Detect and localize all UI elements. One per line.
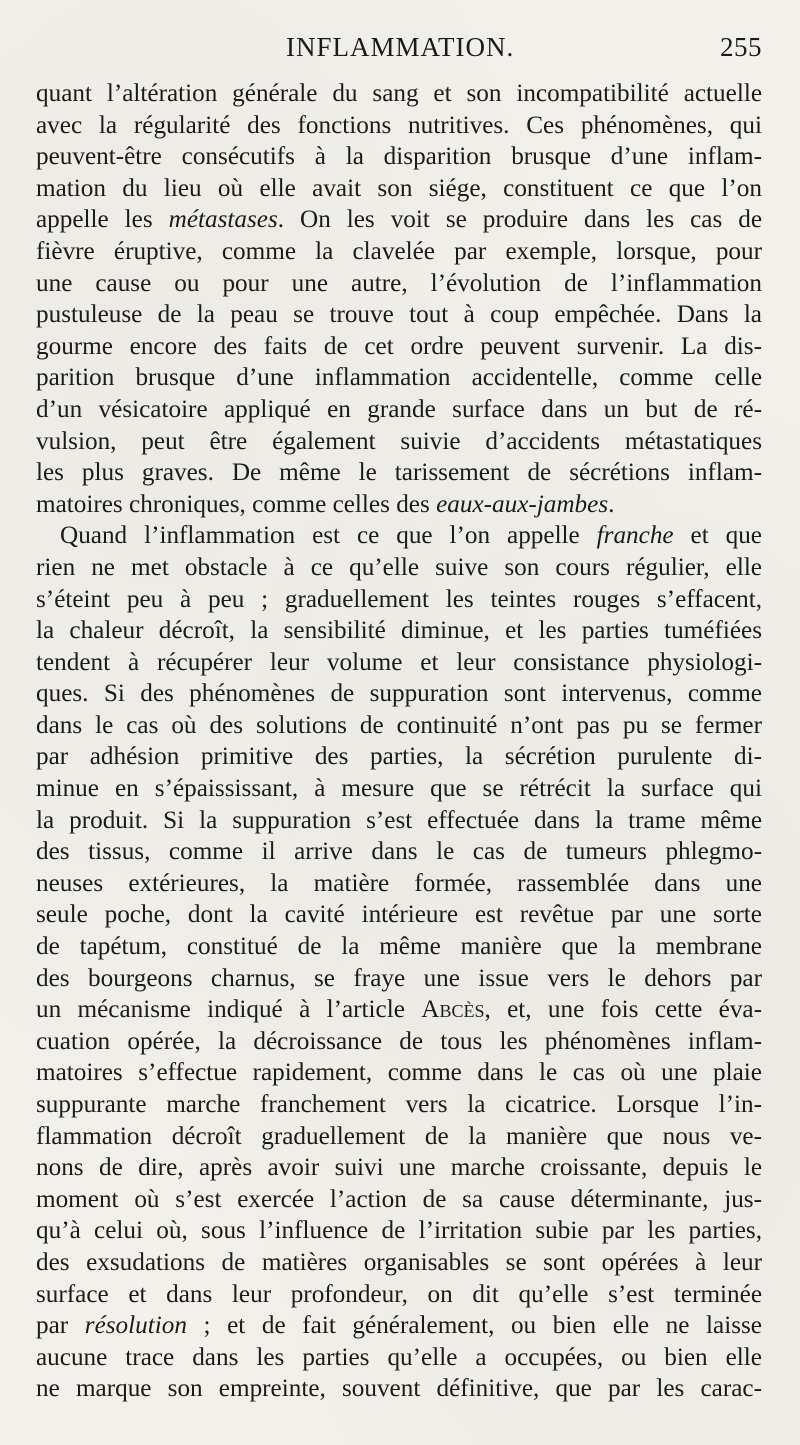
text-segment: par adhésion primitive des parties, la sécrétion purulente di-: [36, 743, 762, 771]
text-segment: ne marque son empreinte, souvent définitive, que par les carac-: [36, 1375, 762, 1403]
text-line: [36, 552, 762, 584]
text-segment: mation du lieu où elle avait son siége, constituent ce que l’on: [36, 174, 762, 202]
text-segment: neuses extérieures, la matière formée, rassemblée dans une: [36, 869, 762, 897]
text-segment: la produit. Si la suppuration s’est effectuée dans la trame même: [36, 806, 762, 834]
text-line: [36, 110, 762, 142]
text-segment: matoires chroniques, comme celles des: [36, 490, 437, 518]
text-line: [36, 141, 762, 173]
text-segment: Quand l’inflammation est ce que l’on appelle: [60, 522, 597, 550]
page-number: 255: [720, 32, 762, 62]
text-line: [36, 710, 762, 742]
text-line: [36, 236, 762, 268]
text-segment: quant l’altération générale du sang et son incompatibilité actuelle: [36, 80, 762, 107]
text-segment: des tissus, comme il arrive dans le cas de tumeurs phlegmo-: [36, 838, 762, 866]
italic-term: résolution: [84, 1312, 187, 1340]
text-line: [36, 520, 762, 552]
text-segment: dans le cas où des solutions de continuité n’ont pas pu se fermer: [36, 711, 762, 739]
text-line: [36, 1184, 762, 1216]
text-line: [36, 1089, 762, 1121]
text-segment: par: [36, 1312, 85, 1340]
text-segment: une cause ou pour une autre, l’évolution de l’inflammation: [36, 269, 762, 297]
text-segment: et que: [673, 522, 762, 550]
text-segment: suppurante marche franchement vers la cicatrice. Lorsque l’in-: [36, 1091, 762, 1118]
text-segment: peuvent-être consécutifs à la disparition brusque d’une inflam-: [36, 143, 762, 171]
text-line: [36, 1247, 762, 1279]
text-segment: de tapétum, constitué de la même manière que la membrane: [36, 933, 762, 961]
text-segment: ques. Si des phénomènes de suppuration sont intervenus, comme: [36, 680, 762, 708]
text-line: [36, 489, 762, 521]
text-segment: parition brusque d’une inflammation accidentelle, comme celle: [36, 364, 762, 392]
running-title: INFLAMMATION.: [286, 32, 515, 62]
text-segment: . On les voit se produire dans les cas de: [277, 206, 762, 234]
text-segment: cuation opérée, la décroissance de tous les phénomènes inflam-: [36, 1027, 762, 1055]
text-segment: matoires s’effectue rapidement, comme dans le cas où une plaie: [36, 1059, 762, 1087]
text-segment: appelle les: [36, 206, 169, 234]
text-segment: surface et dans leur profondeur, on dit qu’elle s’est terminée: [36, 1280, 762, 1308]
text-segment: d’un vésicatoire appliqué en grande surface dans un but de ré-: [36, 395, 762, 423]
text-segment: des bourgeons charnus, se fraye une issue vers le dehors par: [36, 964, 762, 992]
italic-term: eaux-aux-jambes: [436, 490, 609, 518]
text-line: [36, 836, 762, 868]
text-segment: les plus graves. De même le tarissement de sécrétions inflam-: [36, 459, 762, 487]
text-line: [36, 1310, 762, 1342]
text-line: [36, 78, 762, 110]
text-segment: un mécanisme indiqué à l’article: [36, 996, 422, 1024]
text-segment: avec la régularité des fonctions nutritives. Ces phénomènes, qui: [36, 111, 762, 139]
text-line: [36, 426, 762, 458]
text-line: [36, 584, 762, 616]
text-line: [36, 1279, 762, 1311]
text-line: [36, 204, 762, 236]
text-segment: s’éteint peu à peu ; graduellement les teintes rouges s’effacent,: [36, 585, 762, 613]
text-line: [36, 773, 762, 805]
text-segment: fièvre éruptive, comme la clavelée par exemple, lorsque, pour: [36, 237, 762, 265]
text-segment: minue en s’épaississant, à mesure que se rétrécit la surface qui: [36, 775, 762, 803]
text-line: [36, 1121, 762, 1153]
text-line: [36, 868, 762, 900]
text-line: [36, 268, 762, 300]
text-line: [36, 299, 762, 331]
text-segment: la chaleur décroît, la sensibilité diminue, et les parties tuméfiées: [36, 617, 762, 645]
text-segment: vulsion, peut être également suivie d’accidents métastatiques: [36, 427, 762, 455]
italic-term: franche: [596, 522, 674, 550]
text-line: [36, 1342, 762, 1374]
text-line: [36, 615, 762, 647]
text-line: [36, 394, 762, 426]
text-segment: gourme encore des faits de cet ordre peuvent survenir. La dis-: [36, 332, 762, 360]
text-segment: rien ne met obstacle à ce qu’elle suive son cours régulier, elle: [36, 553, 762, 581]
text-segment: qu’à celui où, sous l’influence de l’irritation subie par les parties,: [36, 1217, 762, 1245]
text-line: [36, 1215, 762, 1247]
text-segment: seule poche, dont la cavité intérieure est revêtue par une sorte: [36, 901, 762, 929]
text-line: [36, 331, 762, 363]
text-segment: , et, une fois cette éva-: [484, 996, 762, 1024]
text-line: [36, 931, 762, 963]
running-head: [36, 28, 762, 78]
text-segment: nons de dire, après avoir suivi une marche croissante, depuis le: [36, 1154, 762, 1182]
text-line: [36, 1373, 762, 1405]
text-line: [36, 678, 762, 710]
text-line: [36, 994, 762, 1026]
text-segment: ; et de fait généralement, ou bien elle ne laisse: [186, 1312, 762, 1340]
small-caps-term: Abcès: [421, 996, 485, 1024]
text-line: [36, 963, 762, 995]
text-line: [36, 647, 762, 679]
text-line: [36, 173, 762, 205]
text-segment: .: [608, 490, 615, 518]
text-segment: flammation décroît graduellement de la manière que nous ve-: [36, 1122, 762, 1150]
text-segment: des exsudations de matières organisables se sont opérées à leur: [36, 1248, 762, 1276]
text-line: [36, 741, 762, 773]
text-segment: aucune trace dans les parties qu’elle a occupées, ou bien elle: [36, 1343, 762, 1371]
text-line: [36, 1057, 762, 1089]
text-segment: pustuleuse de la peau se trouve tout à coup empêchée. Dans la: [36, 301, 762, 329]
italic-term: métastases: [168, 206, 278, 234]
text-line: [36, 899, 762, 931]
text-line: [36, 1152, 762, 1184]
text-line: [36, 362, 762, 394]
body-text: [36, 78, 762, 1405]
text-segment: moment où s’est exercée l’action de sa cause déterminante, jus-: [36, 1185, 762, 1213]
text-line: [36, 1026, 762, 1058]
text-line: [36, 457, 762, 489]
text-line: [36, 805, 762, 837]
text-segment: tendent à récupérer leur volume et leur consistance physiologi-: [36, 648, 762, 676]
